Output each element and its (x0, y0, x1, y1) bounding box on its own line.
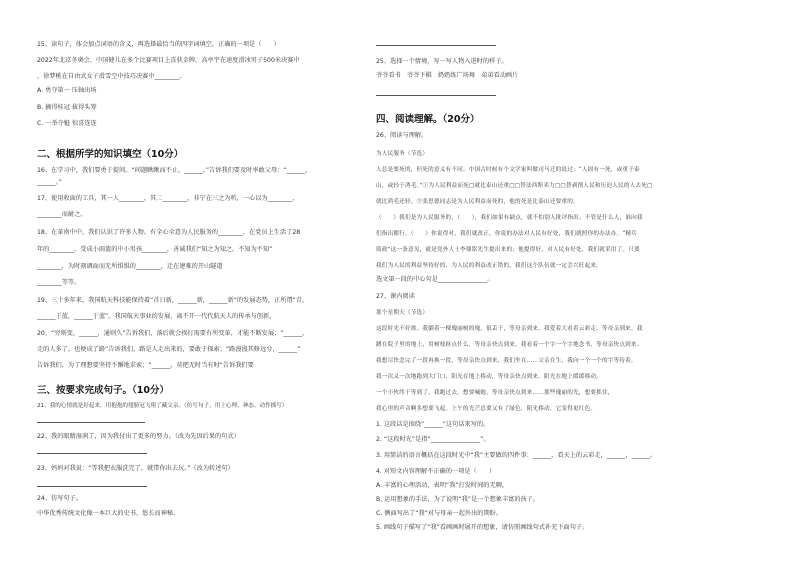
passage-2-line-2: 们指出都行。（ ）你说得对，我们就改正。你说的办法对人民有好处，我们就照你的办法办。“精兵 (376, 231, 637, 237)
question-26: 26、阅读与理解。 (376, 132, 428, 139)
question-27-2: 2. “这段时光”是指“________________”。 (376, 436, 490, 443)
question-27-1: 1. 这段话是围绕“______”这句话来写的。 (376, 421, 490, 428)
question-19-cont: ______于蓝，______于蓝”。我国航天事业的发展，离不开一代代航天人的传承与创新。 (37, 313, 276, 320)
answer-line-top[interactable] (376, 45, 496, 46)
question-27-3: 3. 用简洁的语言概括在这段时光中“我”主要做的四件事：______，看天上的云彩走，______，______。 (376, 452, 657, 459)
question-20-cont-1: 走的人多了，也便成了路”告诉我们，路是人走出来的，要敢于探索；“路漫漫其修远兮，______” (37, 346, 301, 353)
question-23: 23、妈妈对我说：“等我把衣服洗完了，就带你出去玩。”（改为转述句） (37, 465, 234, 472)
answer-line-22[interactable] (37, 453, 147, 454)
question-25: 25、选择一个情境，写一写人物入进时的样子。 (376, 58, 508, 65)
passage-1-title: 为人民服务（节选） (376, 151, 429, 157)
passage-1-line-2: 山，或轻于鸿毛。”①为人民利益而死□就比泰山还重□□替法西斯卖力□□替剥削人民和压迫人民的人去死□ (376, 183, 653, 189)
question-18-cont-1: 年的________，受成小雨篮的中小男孩________，善诚我们“知之为知之，不知为不知” (37, 246, 273, 253)
passage-3-line-6: 我心里的声音啊多想要飞起。上午的光芒总要又有了绿色，阳光移动，它变得更红色。 (376, 406, 597, 412)
question-26-a: 选文第一段的中心句是________________。 (376, 276, 494, 283)
question-22: 22、我的眼睛湿润了，因为我付出了更多的努力。（改为先因后果的句式） (37, 433, 240, 440)
option-4b[interactable]: B. 运用想象的手法，为了说明“我”是一个想象丰富的孩子。 (376, 496, 540, 503)
question-24: 24、仿写句子。 (37, 495, 82, 502)
passage-3-title: 那个星期天（节选） (376, 310, 429, 316)
section-2-heading: 二、根据所学的知识填空（10分） (37, 149, 184, 160)
option-4a[interactable]: A. 丰富的心理活动，表明“我”打发时间的无聊。 (376, 482, 509, 489)
passage-3-line-4: 我一次又一次地跑到大门口，阳光在地上移动，等母亲快点到来。阳光在地上缓缓移动。 (376, 374, 602, 380)
passage-1-line-1: 人总是要死的，但死的意义有不同。中国古时候有个文学家叫做司马迁的说过：“人固有一死，或重于泰 (376, 167, 640, 173)
section-3-heading: 三、按要求完成句子。（10分） (37, 385, 169, 396)
question-21: 21、我的心情就是好起来，用抱抱的翅膀冠飞翔了藏父亲。（仿写句子，用上心理、神态、动作描写） (37, 403, 288, 409)
question-15-sentence-2: ，徐梦桃在自由式女子滑雪空中技巧决赛中________。 (37, 73, 186, 80)
question-17-cont: ________而耐之。 (37, 211, 87, 218)
question-19: 19、三十多年来，我国航天科技能保持着“首日新，______新，______新”的发展态势，正所谓“青， (37, 297, 309, 304)
passage-3-line-3: 我想尽快念完了一段再换一段，等母亲快点到来，我们坐在……父亲在生，我向一个一个的字等待着。 (376, 358, 637, 364)
question-20-cont-2: 告诉我们，为了理想要坚持不懈地求索；“______，莫把无时当有时”告诉我们要 (37, 362, 254, 369)
question-27: 27、课内阅读 (376, 293, 415, 300)
question-16: 16、在学习中，我们要勇于提问。“问题瞅瞅而不止，______。”告诉我们要及时率敢父母：“______， (37, 167, 312, 174)
section-4-heading: 四、阅读理解。（20分） (376, 114, 480, 125)
passage-3-line-2: 蹲在院子里的地上，用树枝抠点什么，等母亲快点到来。我看着一个字一个字地念书，等母亲快点到来。 (376, 342, 643, 348)
passage-1-line-3: 就比鸿毛还轻。③张思德同志是为人民利益而死的，他的死是比泰山还要重的。 (376, 199, 579, 205)
question-18-cont-3: ________等等。 (37, 279, 81, 286)
question-15-sentence-1: 2022年北京冬奥会，中国健儿在多个比赛项目上喜获金牌，高亭宇在速度滑冰男子500米决赛中 (37, 57, 300, 64)
answer-line-21[interactable] (37, 422, 145, 423)
passage-2-line-1: （ ）我们是为人民服务的，（ ），我们如果有缺点，就不怕别人批评指出。不管是什么人，谁向我 (376, 215, 643, 221)
passage-3-line-5: 一个小伙终于等到了，我跑过去，想要喊她，等母亲快点到来……那些瑰丽的光，想要抓住， (376, 390, 614, 396)
option-c[interactable]: C. 一举夺魁 惊喜连连 (37, 120, 97, 127)
question-27-4: 4. 对短文内容理解不正确的一项是（ ） (376, 468, 496, 475)
question-27-5: 5. 画线句子描写了“我”看画画时展开的想象，请仿照画线句式补充下面句子。 (376, 524, 589, 531)
option-b[interactable]: B. 摘得桂冠 拔得头筹 (37, 104, 97, 111)
answer-line-25[interactable] (376, 95, 496, 96)
question-20: 20、“穷则变，______，通则久”告诉我们，落后就会挨打需要有所变革，才能不断发展；“______， (37, 330, 309, 337)
passage-2-line-3: 简政”这一条意见，就是党外人士李鼎铭先生提出来的；他提得好，对人民有好处，我们就采用了。只要 (376, 247, 640, 253)
answer-line-23[interactable] (37, 486, 147, 487)
question-18: 18、在革南中中，我们认识了许多人物。有全心全意为人民服务的________，在党员上生活了28 (37, 229, 301, 236)
question-16-cont: ______。” (37, 179, 62, 186)
question-17: 17、使用收面的工具，其一人________，其二________，非宁在三之为听，一心以为________， (37, 195, 299, 202)
option-4c[interactable]: C. 侧面写出了“我”对与母亲一起外出的期盼。 (376, 510, 503, 517)
question-24-example: 中华优秀传统文化像一本巨大的史书，悠长而神秘。 (37, 510, 180, 517)
passage-2-line-4: 我们为人民的利益坚持好的，为人民的利益改正错的，我们这个队伍就一定会兴旺起来。 (376, 263, 602, 269)
passage-3-line-1: 这段时光不好挨。我躺着一棵瑰丽树的瑰，很丢干，等母亲到来，我爱着大看着云彩走，等母亲到来。我 (376, 326, 643, 332)
question-18-cont-2: ________，为时刻调面而无所惧惧的________，迁在建难的开山隧道 (37, 263, 223, 270)
option-a[interactable]: A. 勇夺第一 压轴出场 (37, 87, 97, 94)
question-25-options: 爷爷看书 爷爷下棋 奶奶练广场舞 弟弟看动画片 (376, 72, 519, 79)
question-15: 15、读句子，体会加点词语的含义，再选择最恰当的四字词填空，正确的一项是（ ） (37, 41, 280, 48)
